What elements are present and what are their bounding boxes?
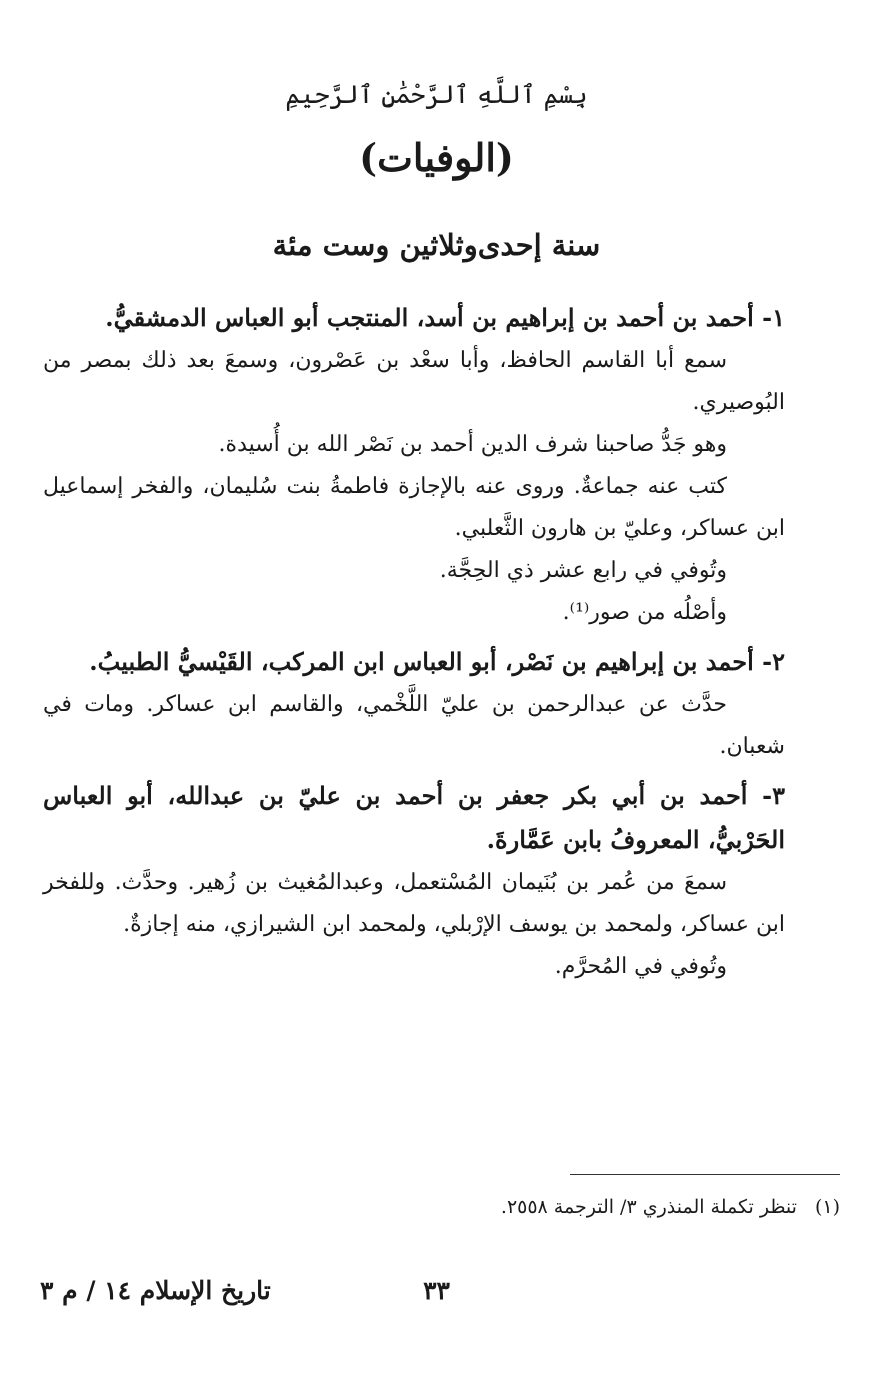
- entry-paragraph: وأصْلُه من صور⁽¹⁾.: [562, 600, 727, 625]
- entry-paragraph: وهو جَدُّ صاحبنا شرف الدين أحمد بن نَصْر الله بن أُسيدة.: [218, 432, 727, 457]
- entry-paragraph: سمعَ من عُمر بن بُنَيمان المُسْتعمل، وعبدالمُغيث بن زُهير. وحدَّث. وللفخر ابن عساكر، ولمحمد بن يوسف الإرْبلي، ولمحمد ابن الشيرازي، منه إجازةٌ.: [43, 870, 785, 937]
- book-signature: تاريخ الإسلام ١٤ / م ٣: [40, 1276, 271, 1305]
- biography-entry: [43, 774, 785, 988]
- entry-paragraph: كتب عنه جماعةٌ. وروى عنه بالإجازة فاطمةُ بنت سُليمان، والفخر إسماعيل ابن عساكر، وعليّ بن هارون الثَّعلبي.: [43, 474, 785, 541]
- basmala: بِسْمِ ٱللَّهِ ٱلرَّحْمَٰنِ ٱلرَّحِيمِ: [285, 80, 588, 109]
- section-title: (الوفيات): [359, 135, 514, 180]
- year-title: سنة إحدى‌وثلاثين وست مئة: [272, 228, 601, 262]
- footnote-text: تنظر تكملة المنذري ٣/ الترجمة ٢٥٥٨.: [500, 1196, 797, 1218]
- entry-paragraph: وتُوفي في رابع عشر ذي الحِجَّة.: [439, 558, 727, 583]
- entry-heading: ٣- أحمد بن أبي بكر جعفر بن أحمد بن عليّ بن عبدالله، أبو العباس الحَرْبيُّ، المعروفُ بابن عَمَّارةَ.: [43, 781, 786, 854]
- biography-entry: [43, 640, 785, 768]
- footnote-divider: [570, 1174, 840, 1175]
- entry-heading: ١- أحمد بن أحمد بن إبراهيم بن أسد، المنتجب أبو العباس الدمشقيُّ.: [105, 303, 785, 332]
- entry-paragraph: حدَّث عن عبدالرحمن بن عليّ اللَّخْمي، والقاسم ابن عساكر. ومات في شعبان.: [43, 692, 785, 759]
- entry-paragraph: سمع أبا القاسم الحافظ، وأبا سعْد بن عَصْرون، وسمعَ بعد ذلك بمصر من البُوصيري.: [43, 348, 785, 415]
- biography-entry: [43, 296, 785, 634]
- entry-paragraph: وتُوفي في المُحرَّم.: [554, 954, 727, 979]
- biography-entries: [43, 290, 785, 988]
- page-number: ٣٣: [423, 1276, 450, 1305]
- footnote-number: (١): [814, 1196, 840, 1218]
- footnote: [80, 1193, 840, 1221]
- entry-heading: ٢- أحمد بن إبراهيم بن نَصْر، أبو العباس ابن المركب، القَيْسيُّ الطبيبُ.: [89, 647, 785, 676]
